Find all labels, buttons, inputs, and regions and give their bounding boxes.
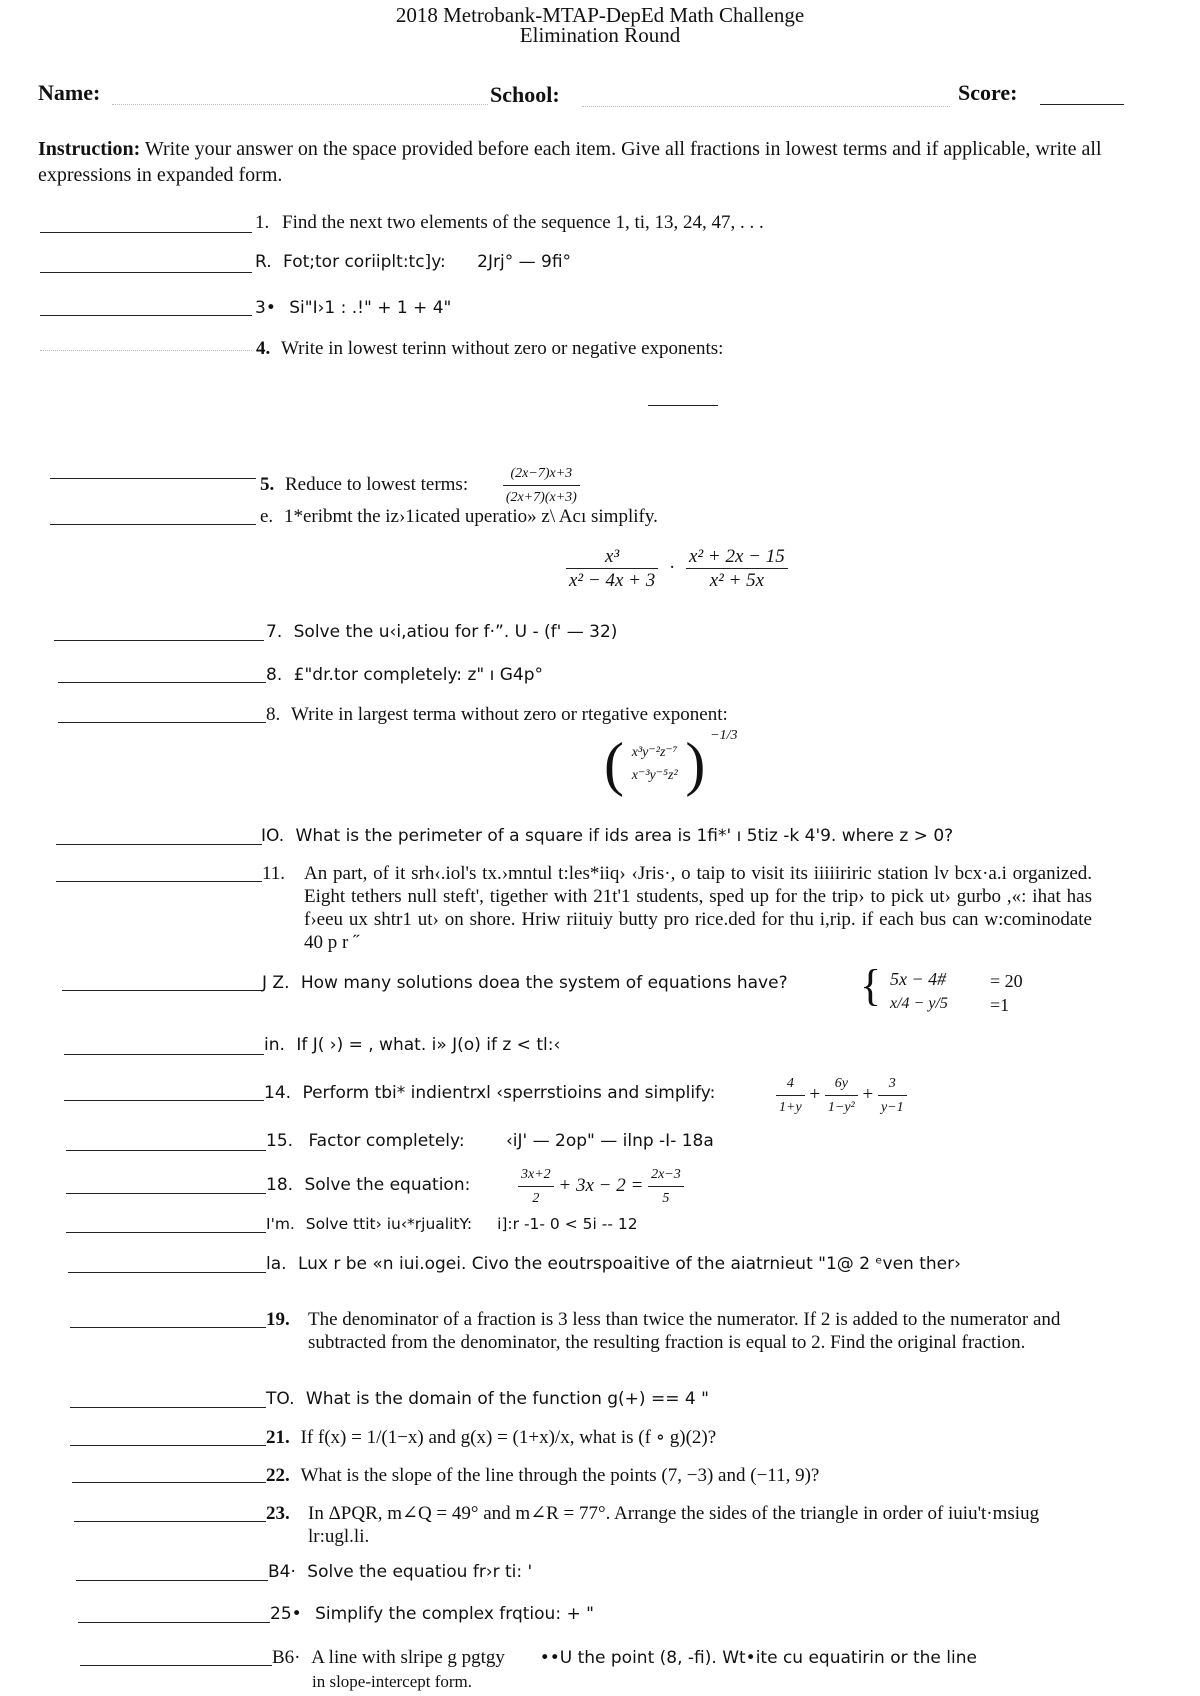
item-text: If J( ›) = , what. i» J(o) if z < tl:‹: [296, 1035, 561, 1055]
item-number: 19.: [266, 1309, 290, 1330]
item-8: [266, 664, 543, 687]
fraction: [878, 1072, 907, 1119]
answer-blank-18[interactable]: [68, 1272, 266, 1273]
school-field[interactable]: [582, 106, 950, 107]
item-14-expression: [776, 1072, 907, 1119]
item-number: I'm.: [266, 1215, 295, 1233]
answer-blank-17[interactable]: [66, 1232, 266, 1233]
item-number: 7.: [266, 622, 283, 642]
item-text-continued: ••U the point (8, -fi). Wt•ite cu equatirin or the line: [539, 1648, 977, 1668]
fraction-bar: [648, 405, 718, 406]
score-label: Score:: [958, 80, 1018, 105]
answer-blank-10[interactable]: [56, 844, 262, 845]
item-number: 5.: [260, 473, 275, 495]
denominator: 5: [662, 1191, 670, 1206]
item-number: R.: [255, 252, 272, 272]
denominator: y−1: [880, 1100, 904, 1115]
item-number: 22.: [266, 1465, 290, 1486]
answer-blank-25[interactable]: [78, 1622, 270, 1623]
item-10: [261, 825, 953, 848]
item-18: [266, 1253, 961, 1276]
item-text: In ΔPQR, m∠Q = 49° and m∠R = 77°. Arrange the sides of the triangle in order of iuiu't·msiug lr:ugl.li.: [308, 1503, 1040, 1547]
item-text: What is the slope of the line through the points (7, −3) and (−11, 9)?: [300, 1465, 820, 1486]
answer-blank-6[interactable]: [50, 524, 256, 525]
equation-2-rhs: =1: [990, 995, 1010, 1015]
item-6-expression: [566, 545, 788, 592]
fraction: [503, 462, 580, 509]
item-number: 11.: [262, 863, 286, 884]
instruction-label: Instruction:: [38, 138, 141, 160]
item-12: [262, 972, 788, 995]
item-text: Solve the equation:: [304, 1175, 471, 1195]
score-field[interactable]: [1040, 104, 1124, 105]
item-number: 25•: [270, 1604, 302, 1624]
numerator: x³: [566, 545, 658, 569]
item-6: [260, 505, 658, 528]
item-7: [266, 621, 617, 644]
name-field[interactable]: [112, 104, 488, 105]
item-text: What is the domain of the function g(+) == 4 ": [305, 1389, 709, 1409]
answer-blank-9[interactable]: [58, 722, 266, 723]
numerator: 6y: [825, 1072, 858, 1096]
item-9-expression: [604, 728, 738, 797]
item-text: Perform tbi* indientrxl ‹sperrstioins and simplify:: [302, 1083, 716, 1103]
fraction: [776, 1072, 805, 1119]
equation-1: 5x − 4#: [890, 969, 947, 989]
item-14: [264, 1082, 715, 1105]
item-20: [266, 1388, 709, 1411]
item-text: Lux r be «n iui.ogei. Civo the eoutrspoaitive of the aiatrnieut "1@ 2 ᵉven ther›: [297, 1254, 961, 1274]
answer-blank-7[interactable]: [54, 640, 264, 641]
item-number: 8.: [266, 704, 281, 725]
fraction: [825, 1072, 858, 1119]
item-text: An part, of it srh‹.iol's tx.›mntul t:les*iiq› ‹Jris·, o taip to visit its iiiiiriric station lv bcx·a.i organized. Eight tethers null steft', tigether with 21t'1 students, sped up for the trip› to pick ut› gurbo ,«: ihat has f›eeu ux shtr1 ut› on shore. Hriw riituiy butty pro rice.ded for thu i,rip. if each bus can w:cominodate 40 p r ˝: [304, 863, 1092, 953]
item-text: Factor completely:: [308, 1131, 465, 1151]
operator: +: [862, 1083, 874, 1105]
item-25: [270, 1603, 594, 1626]
right-paren: ): [685, 731, 706, 797]
equation-2: x/4 − y/5: [890, 995, 948, 1012]
answer-blank-4[interactable]: [40, 350, 252, 351]
item-number: e.: [260, 506, 274, 527]
item-text: Write in largest terma without zero or rtegative exponent:: [291, 704, 728, 725]
item-text: Fot;tor coriiplt:tc]y:: [283, 252, 446, 272]
item-number: 15.: [266, 1131, 294, 1151]
answer-blank-24[interactable]: [76, 1580, 268, 1581]
answer-blank-5[interactable]: [50, 478, 256, 479]
middle-terms: + 3x − 2 =: [558, 1174, 644, 1196]
numerator: (2x−7)x+3: [503, 462, 580, 486]
round-title: Elimination Round: [519, 23, 681, 47]
answer-blank-22[interactable]: [72, 1482, 266, 1483]
school-label: School:: [490, 82, 560, 107]
item-expression: ‹iJ' — 2op" — ilnp -I- 18a: [505, 1131, 714, 1151]
brace: {: [860, 961, 882, 1010]
item-number: IO.: [261, 826, 285, 846]
operator: +: [809, 1083, 821, 1105]
item-number: 8.: [266, 665, 283, 685]
denominator: 1+y: [779, 1100, 802, 1115]
item-number: la.: [266, 1254, 287, 1274]
item-24: [268, 1561, 532, 1584]
item-text: Si"I›1 : .!" + 1 + 4": [289, 298, 452, 318]
item-21: [266, 1426, 716, 1449]
item-4: [256, 337, 723, 360]
item-text: How many solutions doea the system of equations have?: [300, 973, 788, 993]
contest-title: 2018 Metrobank-MTAP-DepEd Math Challenge: [395, 3, 805, 27]
answer-blank-11[interactable]: [56, 881, 262, 882]
item-number: 3•: [255, 298, 276, 318]
answer-blank-23[interactable]: [74, 1521, 266, 1522]
item-3: [255, 297, 451, 320]
answer-blank-26[interactable]: [80, 1665, 272, 1666]
item-expression: 2Jrj° — 9fi°: [477, 252, 572, 272]
item-number: 14.: [264, 1083, 292, 1103]
item-number: 1.: [255, 212, 270, 233]
item-text: What is the perimeter of a square if ids area is 1fi*' ı 5tiz -k 4'9. where z > 0?: [295, 826, 954, 846]
item-number: 18.: [266, 1175, 294, 1195]
item-text: Reduce to lowest terms:: [285, 473, 469, 495]
numerator: 3: [878, 1072, 907, 1096]
answer-blank-1[interactable]: [40, 232, 252, 233]
numerator: x³y⁻²z⁻⁷: [631, 745, 678, 760]
item-number: in.: [264, 1035, 285, 1055]
denominator: 2: [532, 1191, 540, 1206]
item-15: [266, 1130, 714, 1153]
answer-blank-3[interactable]: [40, 315, 252, 316]
answer-blank-15[interactable]: [66, 1150, 266, 1151]
denominator: (2x+7)(x+3): [505, 490, 577, 505]
item-26: [272, 1646, 977, 1670]
item-23: [266, 1502, 1086, 1548]
item-text: A line with slripe g pgtgy: [311, 1647, 505, 1668]
answer-blank-2[interactable]: [40, 272, 252, 273]
item-number: 23.: [266, 1503, 290, 1524]
answer-blank-21[interactable]: [70, 1445, 266, 1446]
item-16-expression: [518, 1163, 684, 1210]
item-number: B4·: [268, 1562, 296, 1582]
item-2: [255, 251, 571, 274]
item-text: 1*eribmt the iz›1icated uperatio» z\ Acı simplify.: [283, 506, 658, 527]
item-text: Solve the u‹i,atiou for f·”. U - (f' — 32): [293, 622, 618, 642]
item-number: B6·: [272, 1647, 301, 1668]
numerator: x² + 2x − 15: [686, 545, 788, 569]
denominator: x² − 4x + 3: [569, 570, 656, 591]
item-9: [266, 703, 728, 726]
denominator: 1−y²: [827, 1100, 855, 1115]
item-expression: i]:r -1- 0 < 5i -- 12: [497, 1215, 638, 1233]
answer-blank-13[interactable]: [64, 1054, 264, 1055]
item-number: TO.: [266, 1389, 295, 1409]
answer-blank-14[interactable]: [64, 1100, 264, 1101]
answer-blank-12[interactable]: [62, 990, 264, 991]
item-13: [264, 1034, 560, 1057]
numerator: 3x+2: [518, 1163, 554, 1187]
exponent: −1/3: [710, 728, 738, 744]
instruction: [38, 136, 1118, 188]
left-paren: (: [604, 731, 624, 797]
answer-blank-16[interactable]: [66, 1193, 266, 1194]
item-19: [266, 1308, 1086, 1354]
item-16: [266, 1174, 470, 1197]
item-22: [266, 1464, 819, 1487]
fraction: [648, 1163, 684, 1210]
item-text: Solve ttit› iu‹*rjualitY:: [305, 1215, 473, 1233]
answer-blank-19[interactable]: [70, 1327, 266, 1328]
numerator: 4: [776, 1072, 805, 1096]
equation-1-rhs: = 20: [990, 971, 1023, 991]
item-text: The denominator of a fraction is 3 less than twice the numerator. If 2 is added to the numerator and subtracted from the denominator, the resulting fraction is equal to 2. Find the original fraction.: [308, 1309, 1061, 1353]
item-number: J Z.: [262, 973, 290, 993]
numerator: 2x−3: [648, 1163, 684, 1187]
answer-blank-20[interactable]: [70, 1407, 266, 1408]
fraction: [629, 741, 681, 787]
instruction-text: Write your answer on the space provided before each item. Give all fractions in lowest terms and if applicable, write all expressions in expanded form.: [38, 138, 1102, 186]
item-text: £"dr.tor completely: z" ı G4p°: [293, 665, 543, 685]
fraction: [566, 545, 658, 592]
item-text: Solve the equatiou fr›r ti: ': [307, 1562, 533, 1582]
fraction: [518, 1163, 554, 1210]
item-5: [260, 462, 580, 509]
item-number: 4.: [256, 338, 271, 359]
item-1: [255, 211, 764, 234]
item-text: Find the next two elements of the sequence 1, ti, 13, 24, 47, . . .: [282, 212, 764, 233]
item-text: Simplify the complex frqtiou: + ": [315, 1604, 594, 1624]
name-label: Name:: [38, 80, 101, 105]
answer-blank-8[interactable]: [58, 682, 266, 683]
item-text: Write in lowest terinn without zero or negative exponents:: [281, 338, 724, 359]
item-11: [262, 862, 1092, 954]
item-text: If f(x) = 1/(1−x) and g(x) = (1+x)/x, what is (f ∘ g)(2)?: [300, 1427, 717, 1448]
fraction: [686, 545, 788, 592]
operator: ·: [668, 556, 676, 578]
denominator: x² + 5x: [709, 570, 765, 591]
item-26-line2: in slope-intercept form.: [312, 1672, 473, 1691]
item-number: 21.: [266, 1427, 290, 1448]
denominator: x⁻³y⁻⁵z²: [631, 768, 678, 783]
equation-system: [860, 962, 1060, 1018]
item-17: [266, 1213, 638, 1236]
